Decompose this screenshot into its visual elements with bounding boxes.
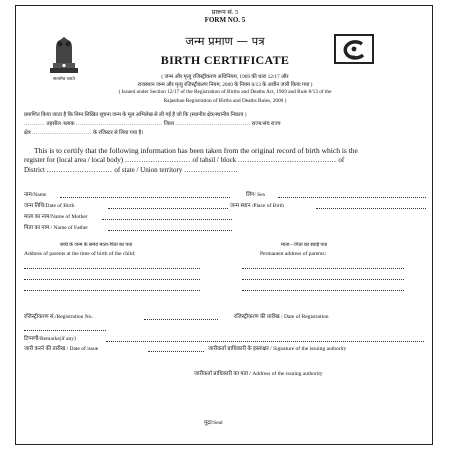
permanent-address-hindi-label: माता—पिता का स्थाई पता [281, 243, 328, 248]
form-number: FORM NO. 5 [204, 16, 246, 24]
district-label: District [24, 166, 45, 174]
issue-note-hindi-2: राजस्थान जन्म और मृत्यु रजिस्ट्रीकरण नियम, 2000 के नियम 8/13 के अधीन जारी किया गया ) [137, 82, 313, 88]
local-area-label: register for (local area / local body) [24, 156, 124, 164]
certify-line-2: register for (local area / local body) ............................ of tahsil / block .......................................... of [24, 156, 345, 164]
form-number-hindi: प्रारूप सं. 5 [211, 9, 239, 16]
date-of-birth-label: जन्म तिथि/Date of Birth [24, 203, 75, 209]
registration-no-label: रजिस्ट्रीकरण सं./Registration No. [24, 314, 93, 320]
sex-label: लिंग/ Sex [246, 192, 266, 198]
registration-extra-line [24, 330, 106, 331]
date-of-registration-label: रजिस्ट्रीकरण की तारीख / Date of Registration [234, 314, 329, 320]
date-of-birth-line [108, 208, 228, 209]
remarks-label: टिप्पणी/Remarks(if any) [24, 336, 76, 342]
address-parents-hindi-label: बच्चे के जन्म के समय माता-पिता का पता [60, 243, 133, 248]
name-label: नाम/Name [24, 192, 47, 198]
certify-line-1: This is to certify that the following information has been taken from the original record of birth which is the [34, 146, 358, 155]
hindi-district-label: जिला [163, 121, 175, 127]
father-name-label: पिता का नाम / Name of Father [24, 225, 89, 231]
hindi-state-label: राज्य/संघ राज्य [251, 121, 281, 127]
hindi-certify-line-1: प्रमाणित किया जाता है कि निम्न लिखित सूचना जन्म के मूल अभिलेख से ली गई है जो कि (स्थानीय क्षेत्र/स्थानीय निकाय ) [24, 112, 247, 118]
hindi-register-suffix: के रजिस्टर से लिया गया है। [93, 130, 144, 136]
tahsil-label: of tahsil / block [192, 156, 237, 164]
signature-label: जारीकर्ता प्राधिकारी के हस्ताक्षर / Signature of the issuing authority [208, 346, 347, 352]
address-parents-label: Address of parents at the time of birth of the child: [24, 251, 136, 257]
hindi-certify-line-2: ........... तहसील /ब्लाक ............................................. जिला ....................................... राज्य/संघ राज्य [24, 121, 281, 127]
issue-note-english-2: Rajasthan Registration of Births and Deaths Rules, 2000 ) [163, 98, 287, 104]
permanent-address-line-1 [242, 268, 404, 269]
mother-name-line [102, 219, 232, 220]
hindi-area-label: क्षेत्र [24, 130, 31, 136]
title-hindi: जन्म प्रमाण — पत्र [185, 34, 265, 48]
of-label: of [338, 156, 345, 164]
emblem-motto: सत्यमेव जयते [53, 76, 75, 81]
hindi-tahsil-label: तहसील /ब्लाक [46, 121, 75, 127]
date-of-issue-label: जारी करने की तारीख / Date of issue [24, 346, 99, 352]
permanent-address-line-3 [242, 290, 404, 291]
permanent-address-line-2 [242, 279, 404, 280]
father-name-line [108, 230, 232, 231]
mother-name-label: माता का नाम/Name of Mother [24, 214, 88, 220]
state-label: of state / Union territory [114, 166, 183, 174]
place-of-birth-line [316, 208, 426, 209]
name-line [60, 197, 230, 198]
issuing-authority-address-label: जारीकर्ता प्राधिकारी का पता / Address of the issuing authority [194, 371, 323, 377]
permanent-address-label: Permanent address of parents: [260, 251, 327, 257]
birth-certificate-page [15, 5, 433, 445]
address-line-3 [24, 290, 200, 291]
registration-no-line [144, 319, 218, 320]
place-of-birth-label: जन्म स्थान /Place of Birth [230, 203, 284, 209]
hindi-certify-line-3: क्षेत्र ............................... के रजिस्टर से लिया गया है। [24, 130, 144, 136]
address-line-1 [24, 268, 200, 269]
certify-line-3: District ............................ of state / Union territory ....................... [24, 166, 239, 174]
title-english: BIRTH CERTIFICATE [160, 53, 290, 67]
remarks-line [106, 341, 424, 342]
date-of-issue-line [148, 351, 204, 352]
issue-note-hindi-1: ( जन्म और मृत्यु रजिस्ट्रीकरण अधिनियम, 1969 की धारा 12/17 और [161, 74, 289, 80]
seal-label: मुद्रा/Seal [204, 420, 223, 426]
sex-line [278, 197, 426, 198]
address-line-2 [24, 279, 200, 280]
issue-note-english-1: ( Issued under Section 12/17 of the Registration of Births and Deaths Act, 1969 and Rule 8/13 of the [118, 89, 332, 95]
